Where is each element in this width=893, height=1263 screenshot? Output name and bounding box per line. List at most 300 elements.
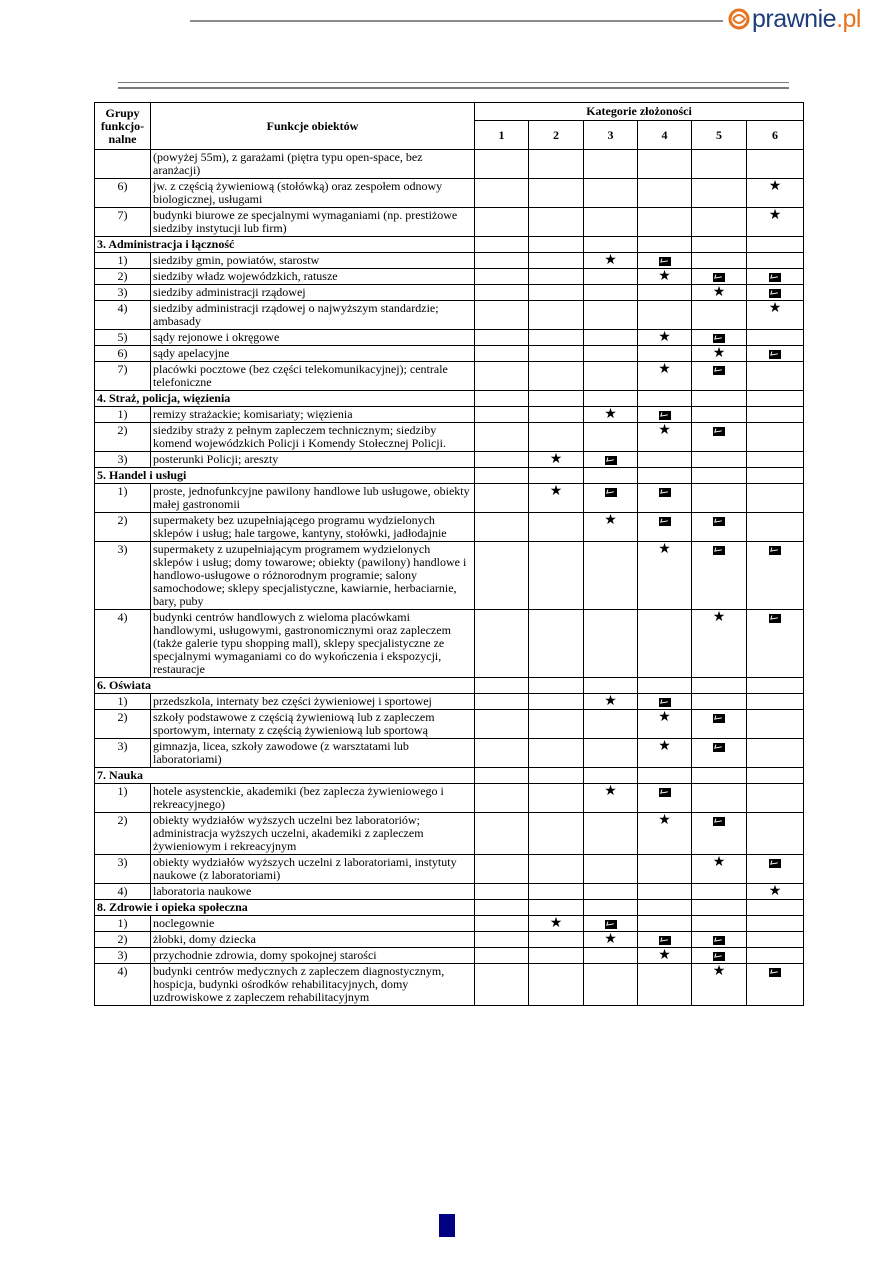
checkbox-mark-icon <box>769 968 781 977</box>
table-row <box>95 932 804 948</box>
category-cell <box>529 694 584 710</box>
row-index: 6) <box>95 179 151 208</box>
row-index: 3) <box>95 542 151 610</box>
row-index: 4) <box>95 964 151 1006</box>
category-cell <box>584 739 638 768</box>
table-row <box>95 855 804 884</box>
category-number: 6 <box>747 121 804 150</box>
category-cell <box>747 739 804 768</box>
star-icon: ★ <box>658 330 671 345</box>
row-index: 3) <box>95 285 151 301</box>
category-cell <box>747 768 804 784</box>
category-cell <box>475 330 529 346</box>
star-icon: ★ <box>549 484 563 499</box>
category-cell <box>638 784 692 813</box>
checkbox-mark-icon <box>713 427 725 436</box>
category-cell <box>692 468 747 484</box>
category-cell <box>475 694 529 710</box>
star-icon: ★ <box>604 784 617 799</box>
row-index: 1) <box>95 694 151 710</box>
category-cell <box>584 150 638 179</box>
category-cell <box>692 694 747 710</box>
row-function-text: obiekty wydziałów wyższych uczelni z laboratoriami, instytuty naukowe (z laboratoriami) <box>151 855 475 884</box>
table-row <box>95 610 804 678</box>
category-cell <box>475 542 529 610</box>
complexity-table <box>94 102 804 1006</box>
star-icon: ★ <box>604 932 617 947</box>
category-cell <box>638 964 692 1006</box>
row-function-text: szkoły podstawowe z częścią żywieniową lub z zapleczem sportowym, internaty z częścią żywieniową lub sportową <box>151 710 475 739</box>
star-icon: ★ <box>712 610 726 625</box>
category-cell <box>638 301 692 330</box>
table-row <box>95 253 804 269</box>
category-cell <box>475 916 529 932</box>
category-cell <box>584 452 638 468</box>
star-icon: ★ <box>658 362 671 377</box>
category-cell <box>692 513 747 542</box>
table-row <box>95 362 804 391</box>
category-number: 1 <box>475 121 529 150</box>
star-icon: ★ <box>604 694 617 709</box>
logo-swirl-icon <box>727 7 751 31</box>
category-cell <box>747 407 804 423</box>
row-function-text: budynki biurowe ze specjalnymi wymaganiami (np. prestiżowe siedziby instytucji lub firm) <box>151 208 475 237</box>
table-row <box>95 208 804 237</box>
row-function-text: siedziby władz wojewódzkich, ratusze <box>151 269 475 285</box>
star-icon: ★ <box>658 542 671 557</box>
row-index: 6) <box>95 346 151 362</box>
star-icon: ★ <box>768 884 782 899</box>
category-cell <box>747 150 804 179</box>
row-index <box>95 150 151 179</box>
category-cell <box>529 423 584 452</box>
table-row <box>95 301 804 330</box>
category-cell <box>638 484 692 513</box>
row-index: 1) <box>95 784 151 813</box>
category-cell <box>584 964 638 1006</box>
category-cell <box>529 253 584 269</box>
category-cell <box>747 916 804 932</box>
category-cell <box>747 813 804 855</box>
category-cell <box>638 150 692 179</box>
category-cell <box>584 423 638 452</box>
category-cell <box>747 452 804 468</box>
checkbox-mark-icon <box>769 273 781 282</box>
category-number: 5 <box>692 121 747 150</box>
category-cell <box>529 768 584 784</box>
row-function-text: siedziby administracji rządowej <box>151 285 475 301</box>
table-row <box>95 739 804 768</box>
row-index: 4) <box>95 610 151 678</box>
row-function-text: remizy strażackie; komisariaty; więzienia <box>151 407 475 423</box>
row-function-text: supermakety z uzupełniającym programem wydzielonych sklepów i usług; domy towarowe; obiekty (pawilony) handlowe i handlowo-usługowe o różnorodnym programie; salony samochodowe; sklepy specjalistyczne, kawiarnie, herbaciarnie, bary, puby <box>151 542 475 610</box>
category-cell <box>529 916 584 932</box>
table-row <box>95 813 804 855</box>
section-title: 5. Handel i usługi <box>95 468 475 484</box>
checkbox-mark-icon <box>713 366 725 375</box>
category-cell <box>747 784 804 813</box>
category-cell <box>475 813 529 855</box>
category-cell <box>475 208 529 237</box>
row-function-text: siedziby gmin, powiatów, starostw <box>151 253 475 269</box>
checkbox-mark-icon <box>713 952 725 961</box>
category-cell <box>747 884 804 900</box>
category-cell <box>475 362 529 391</box>
category-cell <box>529 301 584 330</box>
star-icon: ★ <box>712 285 726 300</box>
category-cell <box>692 900 747 916</box>
category-cell <box>747 285 804 301</box>
table-row <box>95 269 804 285</box>
category-cell <box>747 900 804 916</box>
star-icon: ★ <box>768 179 782 194</box>
category-cell <box>747 423 804 452</box>
category-cell <box>529 542 584 610</box>
section-row <box>95 468 804 484</box>
star-icon: ★ <box>604 513 617 528</box>
row-index: 3) <box>95 948 151 964</box>
table-row <box>95 916 804 932</box>
category-cell <box>747 362 804 391</box>
category-cell <box>529 784 584 813</box>
category-cell <box>638 362 692 391</box>
checkbox-mark-icon <box>659 698 671 707</box>
category-cell <box>692 932 747 948</box>
category-cell <box>747 301 804 330</box>
category-cell <box>584 513 638 542</box>
checkbox-mark-icon <box>769 546 781 555</box>
category-cell <box>529 362 584 391</box>
category-cell <box>692 768 747 784</box>
checkbox-mark-icon <box>659 936 671 945</box>
category-cell <box>584 285 638 301</box>
category-cell <box>584 391 638 407</box>
category-cell <box>475 948 529 964</box>
category-cell <box>529 610 584 678</box>
category-cell <box>692 610 747 678</box>
category-cell <box>475 391 529 407</box>
table-row <box>95 694 804 710</box>
category-cell <box>638 285 692 301</box>
row-index: 1) <box>95 253 151 269</box>
category-cell <box>692 739 747 768</box>
star-icon: ★ <box>768 208 782 223</box>
category-cell <box>584 542 638 610</box>
category-cell <box>747 346 804 362</box>
star-icon: ★ <box>768 301 782 316</box>
table-row <box>95 407 804 423</box>
category-cell <box>475 964 529 1006</box>
category-cell <box>692 391 747 407</box>
category-cell <box>475 484 529 513</box>
category-cell <box>529 513 584 542</box>
category-cell <box>475 710 529 739</box>
category-cell <box>692 884 747 900</box>
category-cell <box>747 330 804 346</box>
row-index: 3) <box>95 855 151 884</box>
category-cell <box>692 253 747 269</box>
category-cell <box>584 855 638 884</box>
checkbox-mark-icon <box>713 817 725 826</box>
row-function-text: jw. z częścią żywieniową (stołówką) oraz zespołem odnowy biologicznej, usługami <box>151 179 475 208</box>
category-cell <box>638 513 692 542</box>
row-function-text: posterunki Policji; areszty <box>151 452 475 468</box>
title-rule-thin <box>118 82 789 83</box>
table-row <box>95 179 804 208</box>
category-cell <box>692 948 747 964</box>
star-icon: ★ <box>658 423 671 438</box>
checkbox-mark-icon <box>659 788 671 797</box>
category-cell <box>475 269 529 285</box>
category-cell <box>529 948 584 964</box>
logo-text: prawnie.pl <box>752 4 861 33</box>
checkbox-mark-icon <box>605 456 617 465</box>
category-cell <box>584 916 638 932</box>
category-cell <box>638 452 692 468</box>
star-icon: ★ <box>658 269 671 284</box>
category-cell <box>692 285 747 301</box>
category-cell <box>475 407 529 423</box>
category-cell <box>584 484 638 513</box>
category-cell <box>529 932 584 948</box>
category-cell <box>638 710 692 739</box>
row-index: 2) <box>95 710 151 739</box>
category-cell <box>692 346 747 362</box>
category-cell <box>638 269 692 285</box>
page-marker <box>439 1214 455 1237</box>
row-index: 3) <box>95 452 151 468</box>
category-cell <box>584 948 638 964</box>
table-row <box>95 948 804 964</box>
category-cell <box>584 301 638 330</box>
table-row <box>95 150 804 179</box>
category-cell <box>584 900 638 916</box>
category-cell <box>692 269 747 285</box>
category-cell <box>529 813 584 855</box>
category-cell <box>747 948 804 964</box>
category-cell <box>747 694 804 710</box>
category-cell <box>638 932 692 948</box>
checkbox-mark-icon <box>605 920 617 929</box>
table-row <box>95 784 804 813</box>
star-icon: ★ <box>712 855 726 870</box>
category-cell <box>638 900 692 916</box>
category-cell <box>529 452 584 468</box>
category-cell <box>638 330 692 346</box>
category-number: 3 <box>584 121 638 150</box>
table-row <box>95 884 804 900</box>
category-cell <box>692 855 747 884</box>
category-cell <box>638 948 692 964</box>
category-cell <box>692 916 747 932</box>
category-cell <box>747 964 804 1006</box>
category-cell <box>692 678 747 694</box>
checkbox-mark-icon <box>659 411 671 420</box>
category-cell <box>692 150 747 179</box>
checkbox-mark-icon <box>713 743 725 752</box>
category-cell <box>475 179 529 208</box>
row-function-text: budynki centrów medycznych z zapleczem diagnostycznym, hospicja, budynki ośrodków rehabilitacyjnych, domy uzdrowiskowe z zapleczem rehabilitacyjnym <box>151 964 475 1006</box>
category-cell <box>638 813 692 855</box>
category-cell <box>638 468 692 484</box>
category-cell <box>584 179 638 208</box>
section-row <box>95 768 804 784</box>
category-cell <box>747 484 804 513</box>
category-cell <box>529 391 584 407</box>
category-cell <box>475 253 529 269</box>
category-cell <box>638 237 692 253</box>
category-cell <box>638 208 692 237</box>
row-index: 2) <box>95 932 151 948</box>
category-cell <box>692 452 747 468</box>
row-index: 1) <box>95 484 151 513</box>
category-cell <box>584 362 638 391</box>
category-cell <box>747 208 804 237</box>
category-cell <box>475 346 529 362</box>
row-index: 3) <box>95 739 151 768</box>
category-cell <box>747 253 804 269</box>
category-cell <box>475 678 529 694</box>
row-index: 2) <box>95 269 151 285</box>
category-cell <box>475 237 529 253</box>
row-function-text: proste, jednofunkcyjne pawilony handlowe lub usługowe, obiekty małej gastronomii <box>151 484 475 513</box>
table-row <box>95 285 804 301</box>
category-cell <box>747 932 804 948</box>
category-cell <box>692 407 747 423</box>
category-cell <box>638 407 692 423</box>
category-cell <box>638 542 692 610</box>
row-function-text: gimnazja, licea, szkoły zawodowe (z warsztatami lub laboratoriami) <box>151 739 475 768</box>
checkbox-mark-icon <box>769 614 781 623</box>
category-cell <box>584 237 638 253</box>
category-cell <box>747 610 804 678</box>
category-cell <box>475 932 529 948</box>
star-icon: ★ <box>658 739 671 754</box>
category-cell <box>692 964 747 1006</box>
checkbox-mark-icon <box>605 488 617 497</box>
category-cell <box>584 269 638 285</box>
star-icon: ★ <box>549 916 563 931</box>
category-cell <box>747 179 804 208</box>
category-cell <box>638 694 692 710</box>
star-icon: ★ <box>712 346 726 361</box>
category-cell <box>692 237 747 253</box>
checkbox-mark-icon <box>713 714 725 723</box>
category-number: 4 <box>638 121 692 150</box>
category-cell <box>475 513 529 542</box>
row-function-text: sądy apelacyjne <box>151 346 475 362</box>
section-title: 8. Zdrowie i opieka społeczna <box>95 900 475 916</box>
category-cell <box>692 208 747 237</box>
category-cell <box>638 346 692 362</box>
category-cell <box>638 423 692 452</box>
category-cell <box>692 330 747 346</box>
table-row <box>95 423 804 452</box>
category-cell <box>747 269 804 285</box>
category-cell <box>529 884 584 900</box>
row-function-text: przychodnie zdrowia, domy spokojnej starości <box>151 948 475 964</box>
category-cell <box>529 346 584 362</box>
checkbox-mark-icon <box>713 546 725 555</box>
row-function-text: supermakety bez uzupełniającego programu wydzielonych sklepów i usług; hale targowe, kantyny, stołówki, jadłodajnie <box>151 513 475 542</box>
category-cell <box>475 739 529 768</box>
category-cell <box>584 330 638 346</box>
title-rule-thick <box>118 87 789 89</box>
row-function-text: hotele asystenckie, akademiki (bez zaplecza żywieniowego i rekreacyjnego) <box>151 784 475 813</box>
row-index: 2) <box>95 423 151 452</box>
table-row <box>95 513 804 542</box>
category-cell <box>529 269 584 285</box>
row-function-text: żłobki, domy dziecka <box>151 932 475 948</box>
category-cell <box>747 678 804 694</box>
table-row <box>95 346 804 362</box>
category-cell <box>692 362 747 391</box>
category-cell <box>529 855 584 884</box>
category-cell <box>529 330 584 346</box>
category-cell <box>584 208 638 237</box>
checkbox-mark-icon <box>659 517 671 526</box>
category-cell <box>584 253 638 269</box>
star-icon: ★ <box>604 407 617 422</box>
category-cell <box>475 884 529 900</box>
category-cell <box>529 468 584 484</box>
category-cell <box>529 900 584 916</box>
category-cell <box>692 423 747 452</box>
section-row <box>95 237 804 253</box>
category-cell <box>529 179 584 208</box>
star-icon: ★ <box>658 710 671 725</box>
category-cell <box>529 407 584 423</box>
row-index: 2) <box>95 813 151 855</box>
col-header-categories: Kategorie złożoności <box>475 103 804 121</box>
row-function-text: noclegownie <box>151 916 475 932</box>
row-index: 7) <box>95 362 151 391</box>
category-cell <box>529 964 584 1006</box>
section-row <box>95 391 804 407</box>
table-row <box>95 710 804 739</box>
category-cell <box>529 678 584 694</box>
category-cell <box>584 468 638 484</box>
category-cell <box>529 710 584 739</box>
category-cell <box>747 391 804 407</box>
prawnie-logo[interactable] <box>727 4 861 34</box>
row-index: 5) <box>95 330 151 346</box>
section-title: 4. Straż, policja, więzienia <box>95 391 475 407</box>
star-icon: ★ <box>658 948 671 963</box>
category-cell <box>529 739 584 768</box>
row-index: 1) <box>95 916 151 932</box>
category-cell <box>475 784 529 813</box>
section-title: 7. Nauka <box>95 768 475 784</box>
row-index: 4) <box>95 884 151 900</box>
row-index: 1) <box>95 407 151 423</box>
category-cell <box>475 150 529 179</box>
section-row <box>95 900 804 916</box>
category-cell <box>638 678 692 694</box>
category-cell <box>638 739 692 768</box>
checkbox-mark-icon <box>713 334 725 343</box>
row-index: 2) <box>95 513 151 542</box>
table-row <box>95 452 804 468</box>
row-function-text: siedziby straży z pełnym zapleczem technicznym; siedziby komend wojewódzkich Policji i Komendy Stołecznej Policji. <box>151 423 475 452</box>
category-cell <box>638 391 692 407</box>
category-cell <box>638 884 692 900</box>
category-cell <box>747 855 804 884</box>
checkbox-mark-icon <box>769 350 781 359</box>
category-cell <box>692 301 747 330</box>
header-rule <box>190 20 723 22</box>
category-cell <box>475 452 529 468</box>
